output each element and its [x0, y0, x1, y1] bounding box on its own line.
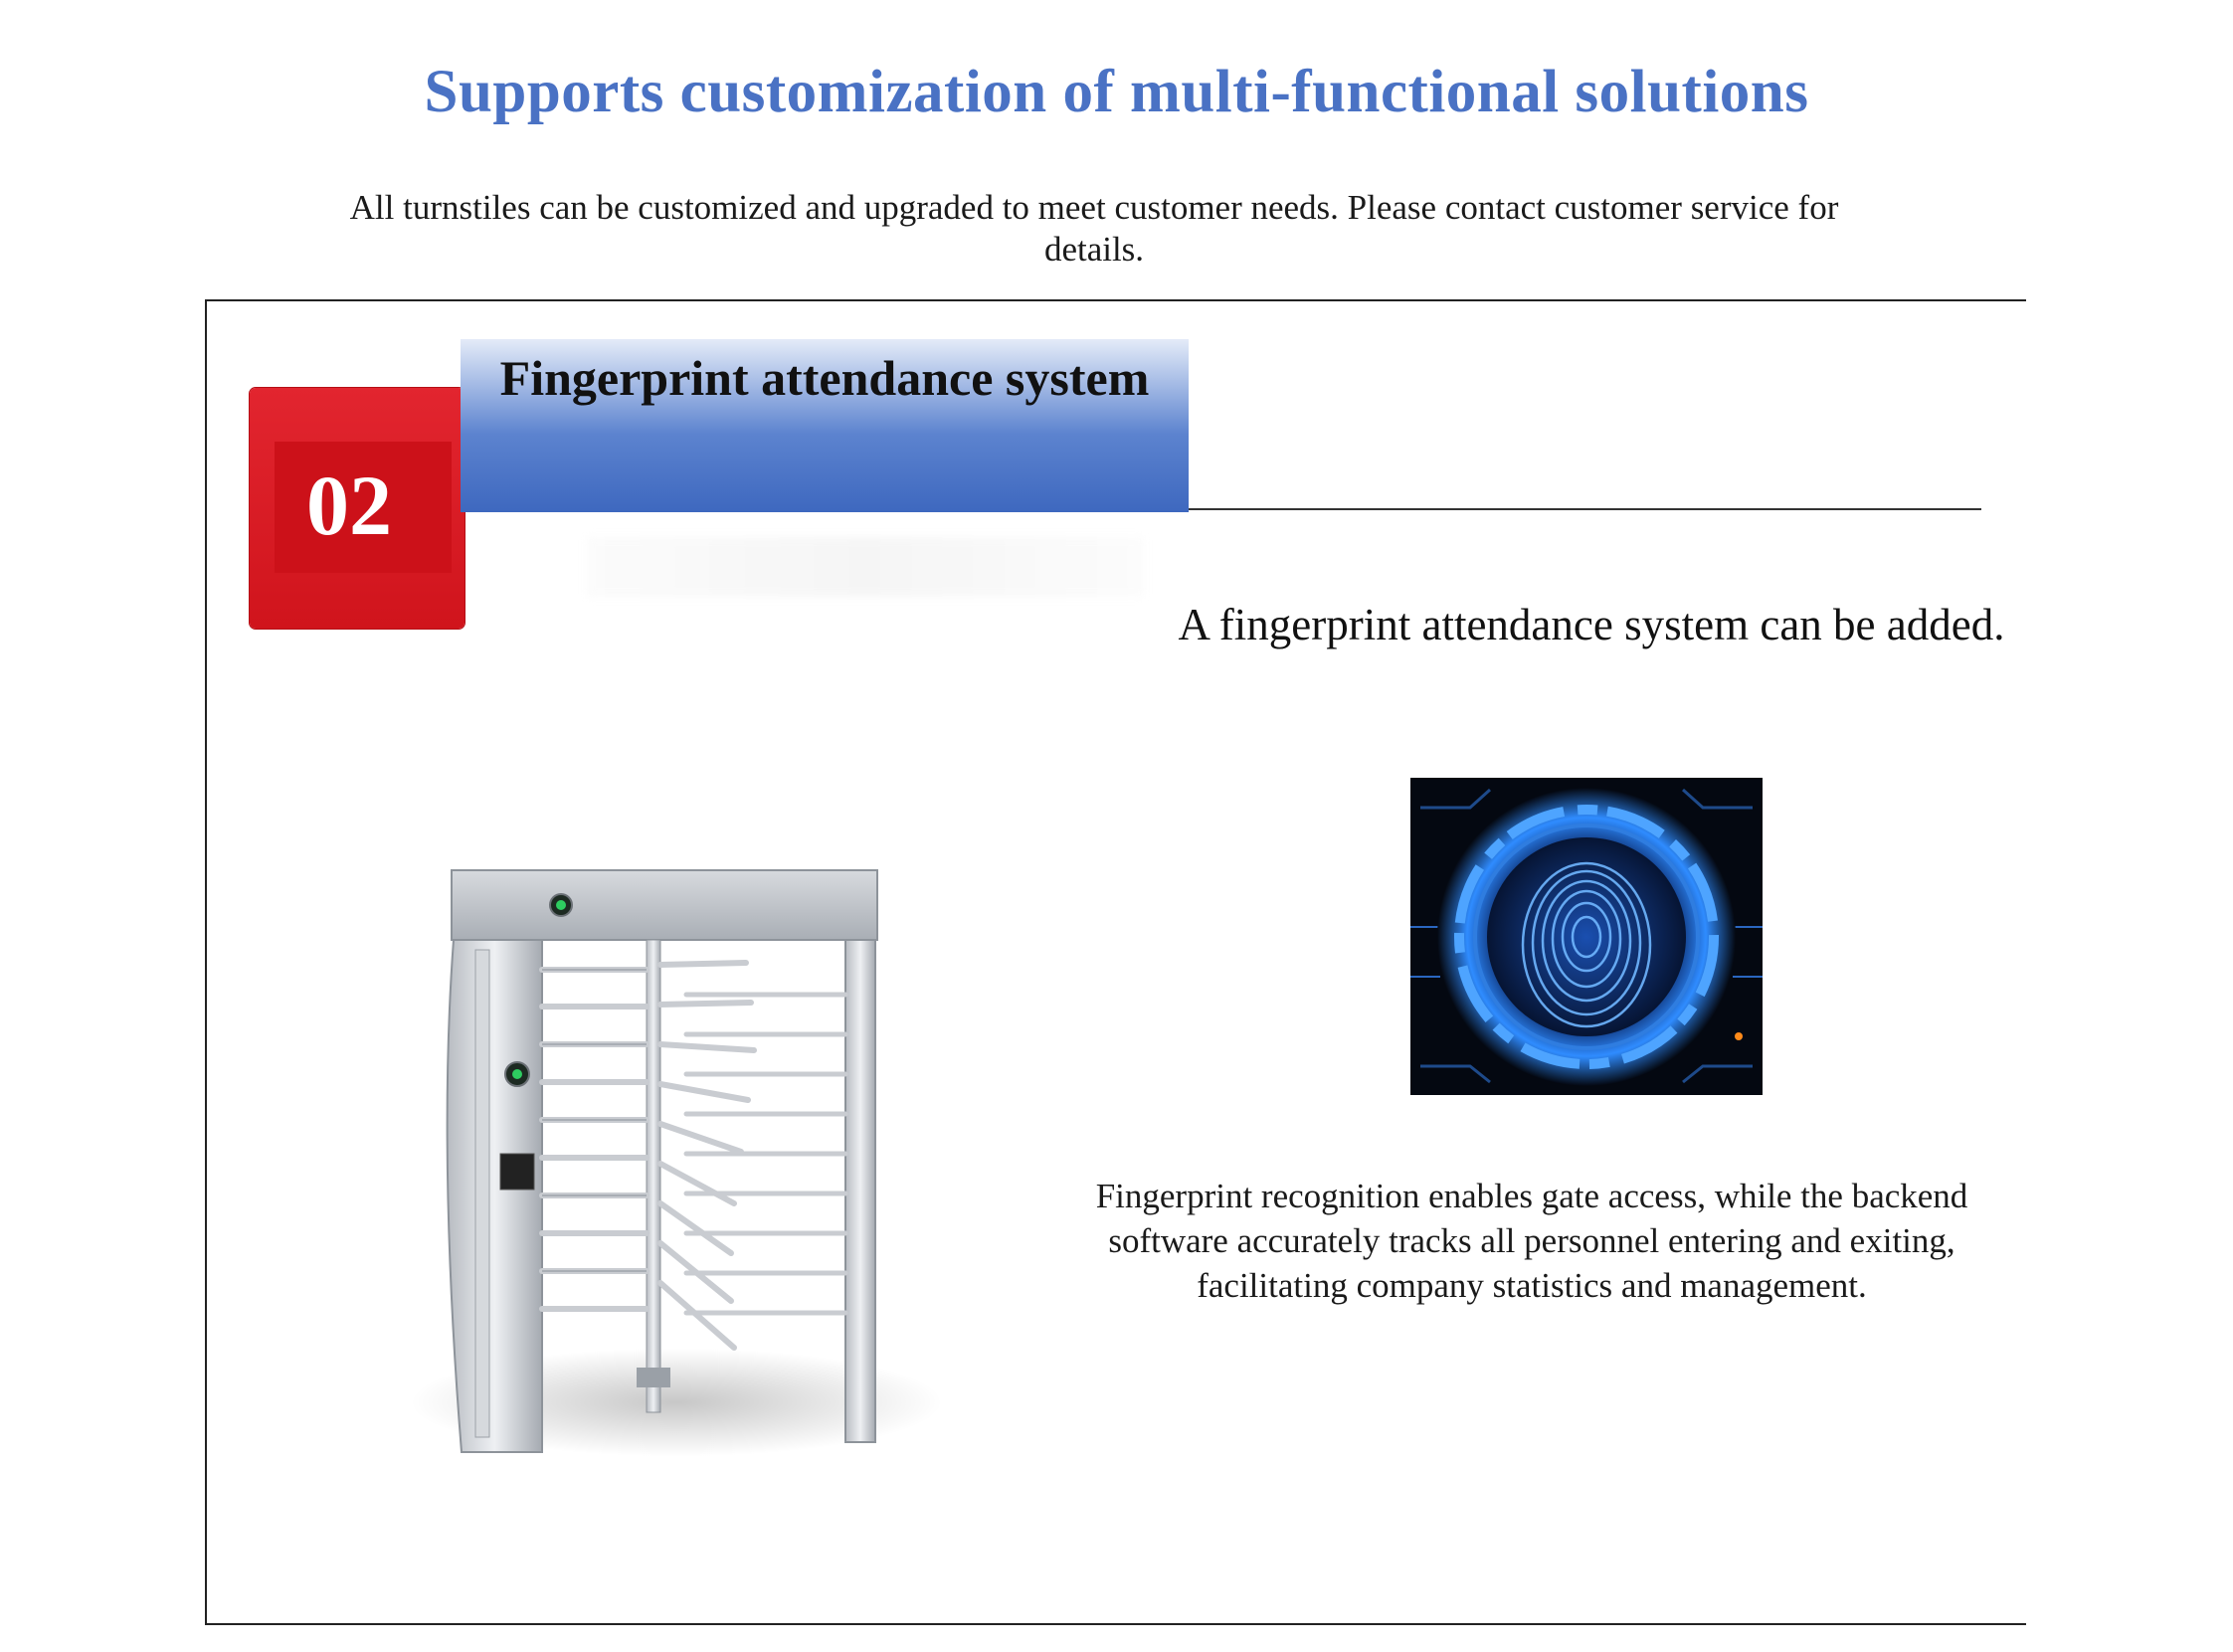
fingerprint-icon: [1410, 778, 1763, 1095]
frame-left-border: [205, 299, 207, 1625]
section-number: 02: [306, 458, 392, 553]
page-heading: Supports customization of multi-functional solutions: [424, 59, 1809, 125]
frame-bottom-border: [205, 1623, 2026, 1625]
fingerprint-image: [1410, 778, 1763, 1095]
turnstile-icon: [398, 855, 915, 1462]
faded-text-artifact: [587, 537, 1144, 597]
intro-text: All turnstiles can be customized and upgraded to meet customer needs. Please contact customer service for details.: [349, 188, 1839, 269]
feature-line: A fingerprint attendance system can be added.: [1178, 600, 2005, 649]
section-title: Fingerprint attendance system: [499, 350, 1150, 406]
title-underline: [1189, 508, 1981, 510]
turnstile-image: [398, 855, 915, 1462]
feature-description: Fingerprint recognition enables gate access, while the backend software accurately tracks all personnel entering and exiting, facilitating company statistics and management.: [1095, 1177, 1968, 1305]
frame-top-border: [205, 299, 2026, 301]
